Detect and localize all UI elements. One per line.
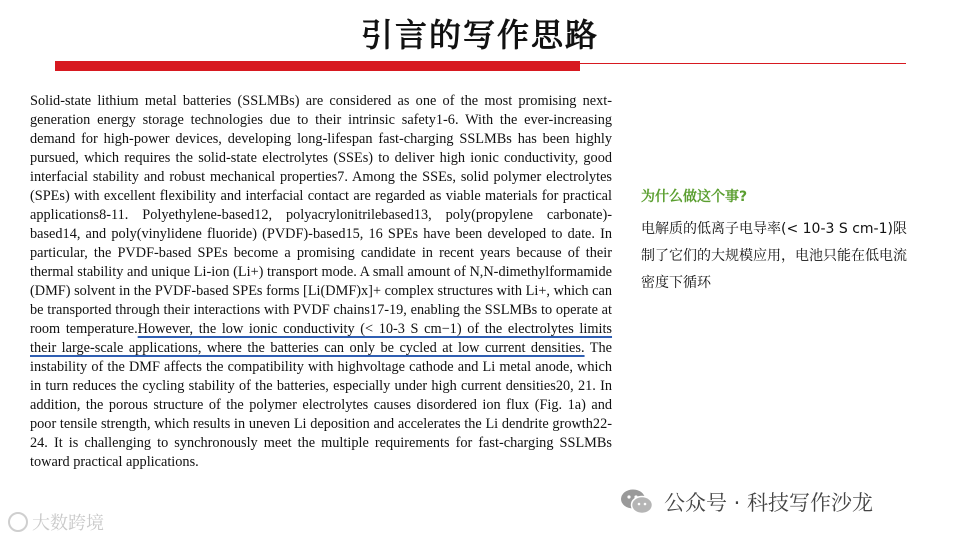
brand-logo-icon — [8, 512, 28, 532]
title-underline-bar — [55, 61, 580, 71]
note-answer: 电解质的低离子电导率(< 10-3 S cm-1)限制了它们的大规模应用，电池只能在低电流密度下循环 — [641, 221, 907, 291]
side-note — [641, 186, 911, 297]
watermark-left — [8, 509, 104, 535]
title-underline-rule — [580, 63, 906, 64]
paper-excerpt — [30, 92, 612, 472]
wechat-icon — [620, 488, 654, 516]
paper-text-before: Solid-state lithium metal batteries (SSLMBs) are considered as one of the most promising next-generation energy storage technologies due to their intrinsic safety1-6. With the ever-increasing demand for high-power devices, developing long-lifespan fast-charging SSLMBs has been highly pursued, which requires the solid-state electrolytes (SSEs) to deliver high ionic conductivity, good interfacial stability and robust mechanical properties7. Among the SSEs, solid polymer electrolytes (SPEs) with excellent flexibility and interfacial contact are regarded as viable materials for practical applications8-11. Polyethylene-based12, polyacrylonitrilebased13, poly(propylene carbonate)-based14, and poly(vinylidene fluoride) (PVDF)-based15, 16 SPEs have been developed to date. In particular, the PVDF-based SPEs become a promising candidate in recent years because of their thermal stability and unique Li-ion (Li+) transport mode. A small amount of N,N-dimethylformamide (DMF) solvent in the PVDF-based SPEs forms [Li(DMF)x]+ complex structures with Li+, which can be transported through their interactions with PVDF chains17-19, enabling the SSLMBs to operate at room temperature. — [30, 93, 612, 337]
paper-text-after: The instability of the DMF affects the compatibility with highvoltage cathode and Li metal anode, which in turn reduces the cycling stability of the batteries, especially under high current densities20, 21. In addition, the porous structure of the polymer electrolytes causes disordered ion flux (Fig. 1a) and poor tensile strength, which results in uneven Li deposition and accelerates the Li dendrite growth22-24. It is challenging to synchronously meet the multiple requirements for fast-charging SSLMBs toward practical applications. — [30, 340, 613, 470]
watermark-left-text: 大数跨境 — [32, 513, 104, 534]
highlighted-sentence: However, the low ionic conductivity (< 10-3 S cm−1) of the electrolytes limits their large-scale applications, where the batteries can only be cycled at low current densities. — [30, 321, 613, 356]
note-question: 为什么做这个事? — [641, 189, 748, 205]
slide-title: 引言的写作思路 — [360, 16, 599, 54]
watermark-right-text: 公众号 · 科技写作沙龙 — [664, 491, 874, 515]
watermark-right — [620, 487, 873, 517]
